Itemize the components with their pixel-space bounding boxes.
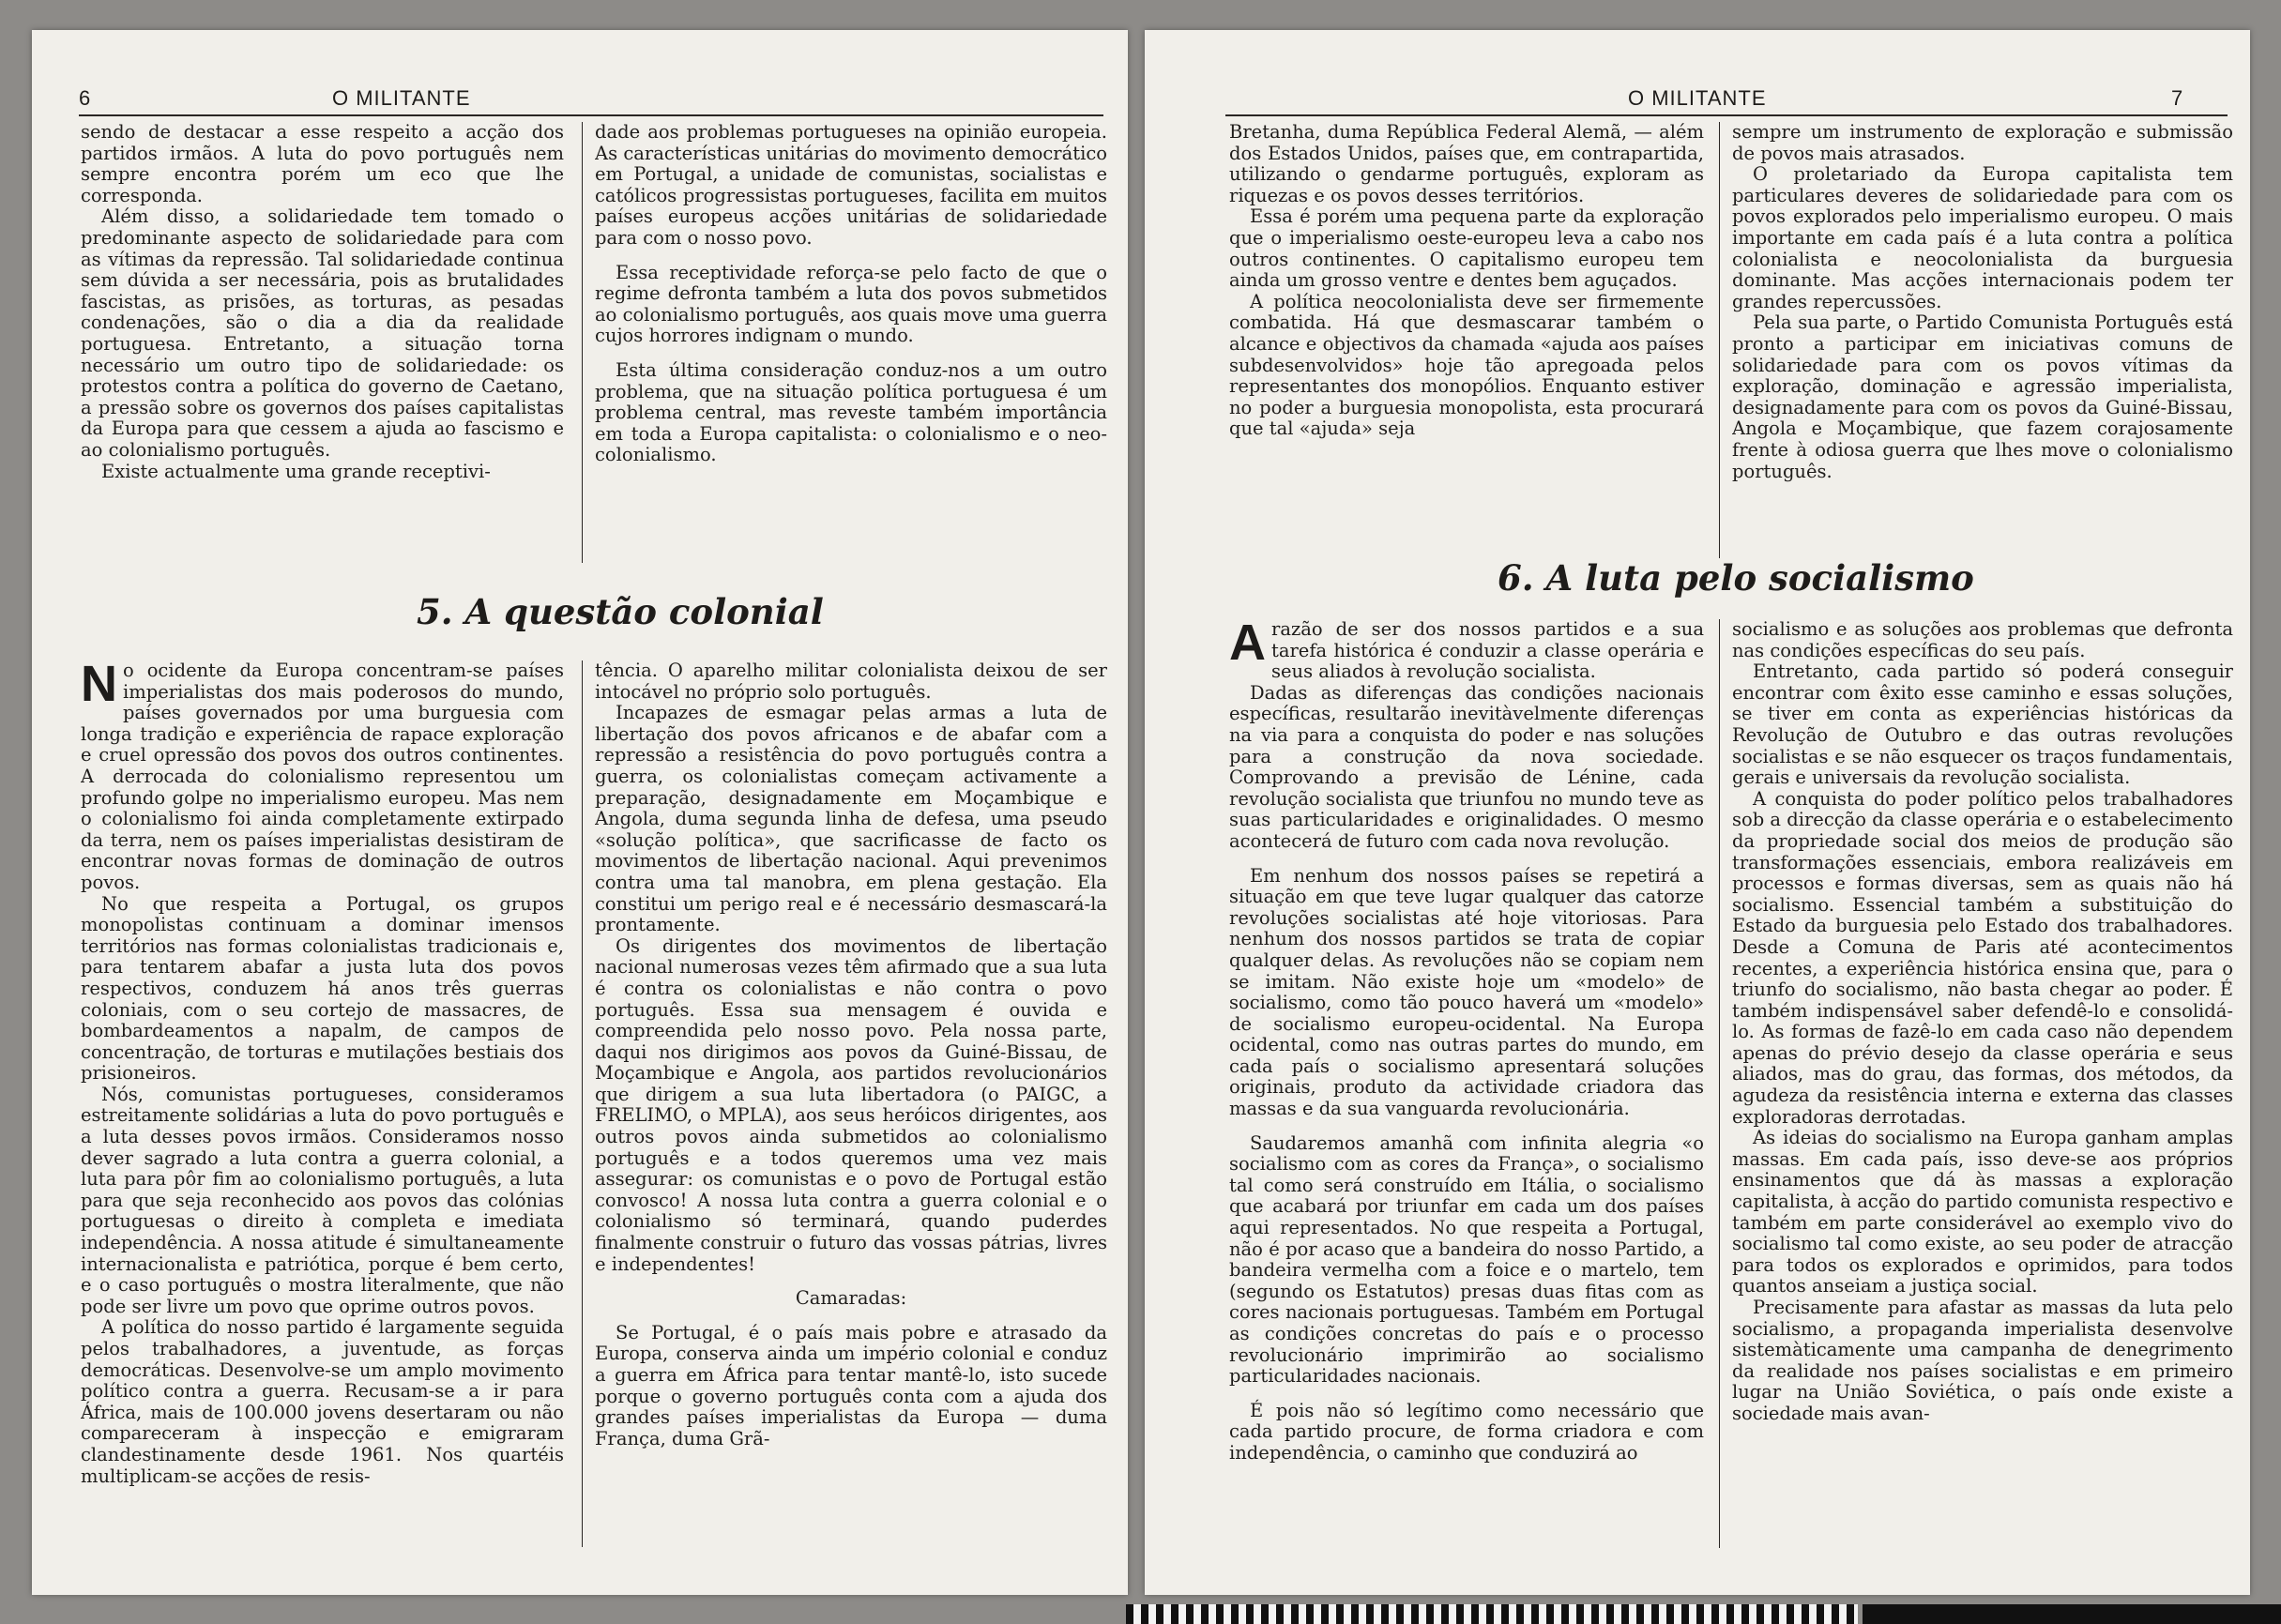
text-column [595,122,1107,569]
paragraph: As ideias do socialismo na Europa ganham amplas massas. Em cada país, isso deve-se aos próprios ensinamentos que dá às massas a exploração capitalista, à acção do partido comunista respectivo e também em parte considerável ao exemplo vivo do socialismo tal como existe, ao seu poder de atracção para todos os explorados e oprimidos, para todos quantos anseiam a justiça social. [1732,1127,2233,1298]
paragraph: tência. O aparelho militar colonialista deixou de ser intocável no próprio solo português. [595,660,1107,703]
text-column [595,660,1107,1552]
header-rule [79,114,1103,116]
paragraph: Pela sua parte, o Partido Comunista Português está pronto a participar em iniciativas comuns de solidariedade para com os povos vítimas da exploração, dominação e agressão imperialista, designadamente para com os povos da Guiné-Bissau, Angola e Moçambique, que fazem corajosamente frente à odiosa guerra que lhes move o colonialismo português. [1732,311,2233,482]
right-page [1145,30,2250,1595]
paragraph: Os dirigentes dos movimentos de libertação nacional numerosas vezes têm afirmado que a sua luta é contra os colonialistas e não contra o povo português. Essa sua mensagem é ouvida e compreendida pelo nosso povo. Pela nossa parte, daqui nos dirigimos aos povos da Guiné-Bissau, de Moçambique e Angola, aos partidos revolucionários que dirigem a sua luta libertadora (o PAIGC, a FRELIMO, o MPLA), aos seus heróicos dirigentes, aos outros povos ainda submetidos ao colonialismo português e a todos queremos uma vez mais assegurar: os comunistas e o povo de Portugal estão convosco! A nossa luta contra a guerra colonial e o colonialismo só terminará, quando puderdes finalmente construir o futuro das vossas pátrias, livres e independentes! [595,934,1107,1275]
paragraph: Nós, comunistas portugueses, consideramos estreitamente solidárias a luta do povo português e a luta desses povos irmãos. Consideramos nosso dever sagrado a luta contra a guerra colonial, a luta para pôr fim ao colonialismo português, a luta para que seja reconhecido aos povos das colónias portuguesas o direito à completa e imediata independência. A nossa atitude é simultaneamente internacionalista e patriótica, porque é bem certo, e o caso português o mostra literalmente, que não pode ser livre um povo que oprime outros povos. [81,1083,564,1317]
text-column [81,122,564,569]
masthead: O MILITANTE [332,86,471,110]
paragraph: Essa é porém uma pequena parte da exploração que o imperialismo oeste-europeu leva a cabo nos outros continentes. O capitalismo europeu tem ainda um grosso ventre e dentes bem aguçados. [1229,205,1704,292]
paragraph: Saudaremos amanhã com infinita alegria «o socialismo com as cores da França», o socialismo tal como será construído em Itália, o socialismo que acabará por triunfar em cada um dos países aqui representados. No que respeita a Portugal, não é por acaso que a bandeira do nosso Partido, a bandeira vermelha com a foice e o martelo, tem (segundo os Estatutos) presas duas fitas com as cores nacionais portuguesas. Também em Portugal as condições concretas do país e o processo revolucionário imprimirão ao socialismo particularidades nacionais. [1229,1131,1704,1388]
paragraph: sendo de destacar a esse respeito a acção dos partidos irmãos. A luta do povo português nem sempre encontra porém um eco que lhe corresponda. [81,122,564,206]
paragraph: Existe actualmente uma grande receptivi- [101,460,491,482]
text-column [1229,619,1704,1552]
paragraph: A conquista do poder político pelos trabalhadores sob a direcção da classe operária e o estabelecimento da propriedade social dos meios de produção são transformações essenciais, embora realizáveis em processos e formas diversas, sem as quais não há socialismo. Essencial também a substituição do Estado da burguesia pelo Estado dos trabalhadores. Desde a Comuna de Paris até acontecimentos recentes, a experiência histórica ensina que, para o triunfo do socialismo, não basta chegar ao poder. É também indispensável saber defendê-lo e consolidá-lo. As formas de fazê-lo em cada caso não dependem apenas do prévio desejo da classe operária e seus aliados, mas do grau, das formas, dos métodos, da agudeza da resistência interna e externa das classes exploradoras derrotadas. [1732,787,2233,1128]
paragraph: É pois não só legítimo como necessário que cada partido procure, de forma criadora e com independência, o caminho que conduzirá ao [1229,1399,1704,1464]
paragraph: Se Portugal, é o país mais pobre e atrasado da Europa, conserva ainda um império colonial e conduz a guerra em África para tentar mantê-lo, isto sucede porque o governo português conta com a ajuda dos grandes países imperialistas da Europa — duma França, duma Grã- [595,1321,1107,1449]
scale-block [1863,1604,2281,1624]
scale-ruler [1126,1604,1858,1624]
drop-cap: N [81,660,117,712]
column-rule [582,122,583,563]
paragraph: Dadas as diferenças das condições nacionais específicas, resultarão inevitàvelmente diferenças na via para a conquista do poder e nas soluções para a construção da nova sociedade. Comprovando a previsão de Lénine, cada revolução socialista que triunfou no mundo teve as suas particularidades e originalidades. O mesmo acontecerá de futuro com cada nova revolução. [1229,681,1704,852]
column-rule [1719,619,1720,1548]
left-page [32,30,1128,1595]
column-rule [1719,122,1720,558]
paragraph [1229,619,1704,683]
page-number: 7 [2171,86,2184,110]
paragraph: Em nenhum dos nossos países se repetirá a situação em que teve lugar qualquer das catorze revoluções socialistas até hoje vitoriosas. Para nenhum dos nossos partidos se trata de copiar qualquer delas. As revoluções não se copiam nem se imitam. Não existe hoje um «modelo» de socialismo, como tão pouco haverá um «modelo» de socialismo europeu-ocidental. Na Europa ocidental, como nas outras partes do mundo, em cada país o socialismo apresentará soluções originais, produto da actividade criadora das massas e da sua vanguarda revolucionária. [1229,864,1704,1120]
paragraph: Bretanha, duma República Federal Alemã, — além dos Estados Unidos, países que, em contrapartida, utilizando o gendarme português, exploram as riquezas e os povos desses territórios. [1229,122,1704,206]
text-column [1732,619,2233,1552]
header-rule [1225,114,2228,116]
column-rule [582,660,583,1547]
paragraph: Camaradas: [795,1287,907,1310]
paragraph: Precisamente para afastar as massas da luta pelo socialismo, a propaganda imperialista desenvolve sistemàticamente uma campanha de denegrimento da realidade nos países socialistas e em primeiro lugar na União Soviética, o país onde existe a sociedade mais avan- [1732,1297,2233,1424]
paragraph: O proletariado da Europa capitalista tem particulares deveres de solidariedade para com os povos explorados pelo imperialismo europeu. O mais importante em cada país é a luta contra a política colonialista e neocolonialista da burguesia dominante. Mas acções internacionais podem ter grandes repercussões. [1732,163,2233,312]
paragraph-text: o ocidente da Europa concentram-se países imperialistas dos mais poderosos do mundo, países governados por uma burguesia com longa tradição e experiência de rapace exploração e cruel opressão dos povos dos outros continentes. A derrocada do colonialismo representou um profundo golpe no imperialismo europeu. Mas nem o colonialismo foi ainda completamente extirpado da terra, nem os países imperialistas desistiram de encontrar novas formas de dominação de outros povos. [81,660,564,893]
paragraph: No que respeita a Portugal, os grupos monopolistas continuam a dominar imensos territórios nas formas colonialistas tradicionais e, para tentarem abafar a justa luta dos povos respectivos, conduzem há anos três guerras coloniais, com o seu cortejo de massacres, de bombardeamentos a napalm, de campos de concentração, de torturas e mutilações bestiais dos prisioneiros. [81,892,564,1085]
paragraph-text: razão de ser dos nossos partidos e a sua tarefa histórica é conduzir a classe operária e seus aliados à revolução socialista. [1271,619,1704,683]
paragraph: socialismo e as soluções aos problemas que defronta nas condições específicas do seu país. [1732,619,2233,661]
drop-cap: A [1229,619,1266,671]
paragraph: A política neocolonialista deve ser firmemente combatida. Há que desmascarar também o alcance e objectivos da chamada «ajuda aos países subdesenvolvidos» hoje tão apregoada pelos representantes dos monopólios. Enquanto estiver no poder a burguesia monopolista, esta procurará que tal «ajuda» seja [1229,290,1704,440]
masthead: O MILITANTE [1628,86,1767,110]
text-column [81,660,564,1552]
paragraph: Esta última consideração conduz-nos a um outro problema, que na situação política portuguesa é um problema central, mas reveste também importância em toda a Europa capitalista: o colonialismo e o neo-colonialismo. [595,358,1107,466]
section-title: 5. A questão colonial [417,591,824,632]
paragraph: Incapazes de esmagar pelas armas a luta de libertação dos povos africanos e de abafar com a repressão a resistência do povo português contra a guerra, os colonialistas começam activamente a preparação, designadamente em Moçambique e Angola, duma segunda linha de defesa, uma pseudo «solução política», que sacrificasse de facto os movimentos de libertação nacional. Aqui prevenimos contra uma tal manobra, em plena gestação. Ela constitui um perigo real e é necessário desmascará-la prontamente. [595,702,1107,936]
paragraph: sempre um instrumento de exploração e submissão de povos mais atrasados. [1732,122,2233,164]
paragraph: dade aos problemas portugueses na opinião europeia. As características unitárias do movimento democrático em Portugal, a unidade de comunistas, socialistas e católicos progressistas portugueses, facilita em muitos países europeus acções unitárias de solidariedade para com o nosso povo. [595,122,1107,249]
text-column [1229,122,1704,569]
paragraph: A política do nosso partido é largamente seguida pelos trabalhadores, a juventude, as forças democráticas. Desenvolve-se um amplo movimento político contra a guerra. Recusam-se a ir para África, mais de 100.000 jovens desertaram ou não compareceram à inspecção e emigraram clandestinamente desde 1961. Nos quartéis multiplicam-se acções de resis- [81,1316,564,1487]
paragraph: Além disso, a solidariedade tem tomado o predominante aspecto de solidariedade para com as vítimas da repressão. Tal solidariedade continua sem dúvida a ser necessária, pois as brutalidades fascistas, as prisões, as torturas, as pesadas condenações, são o dia a dia da realidade portuguesa. Entretanto, a situação torna necessário um outro tipo de solidariedade: os protestos contra a política do governo de Caetano, a pressão sobre os governos dos países capitalistas da Europa para que cessem a ajuda ao fascismo e ao colonialismo português. [81,205,564,461]
paragraph [81,660,564,894]
paragraph: Entretanto, cada partido só poderá conseguir encontrar com êxito esse caminho e essas soluções, se tiver em conta as experiências históricas da Revolução de Outubro e das outras revoluções socialistas e se não esquecer os traços fundamentais, gerais e universais da revolução socialista. [1732,660,2233,789]
section-title: 6. A luta pelo socialismo [1498,557,1974,599]
text-column [1732,122,2233,569]
paragraph: Essa receptividade reforça-se pelo facto de que o regime defronta também a luta dos povos submetidos ao colonialismo português, aos quais move uma guerra cujos horrores indignam o mundo. [595,261,1107,347]
page-number: 6 [79,86,92,110]
